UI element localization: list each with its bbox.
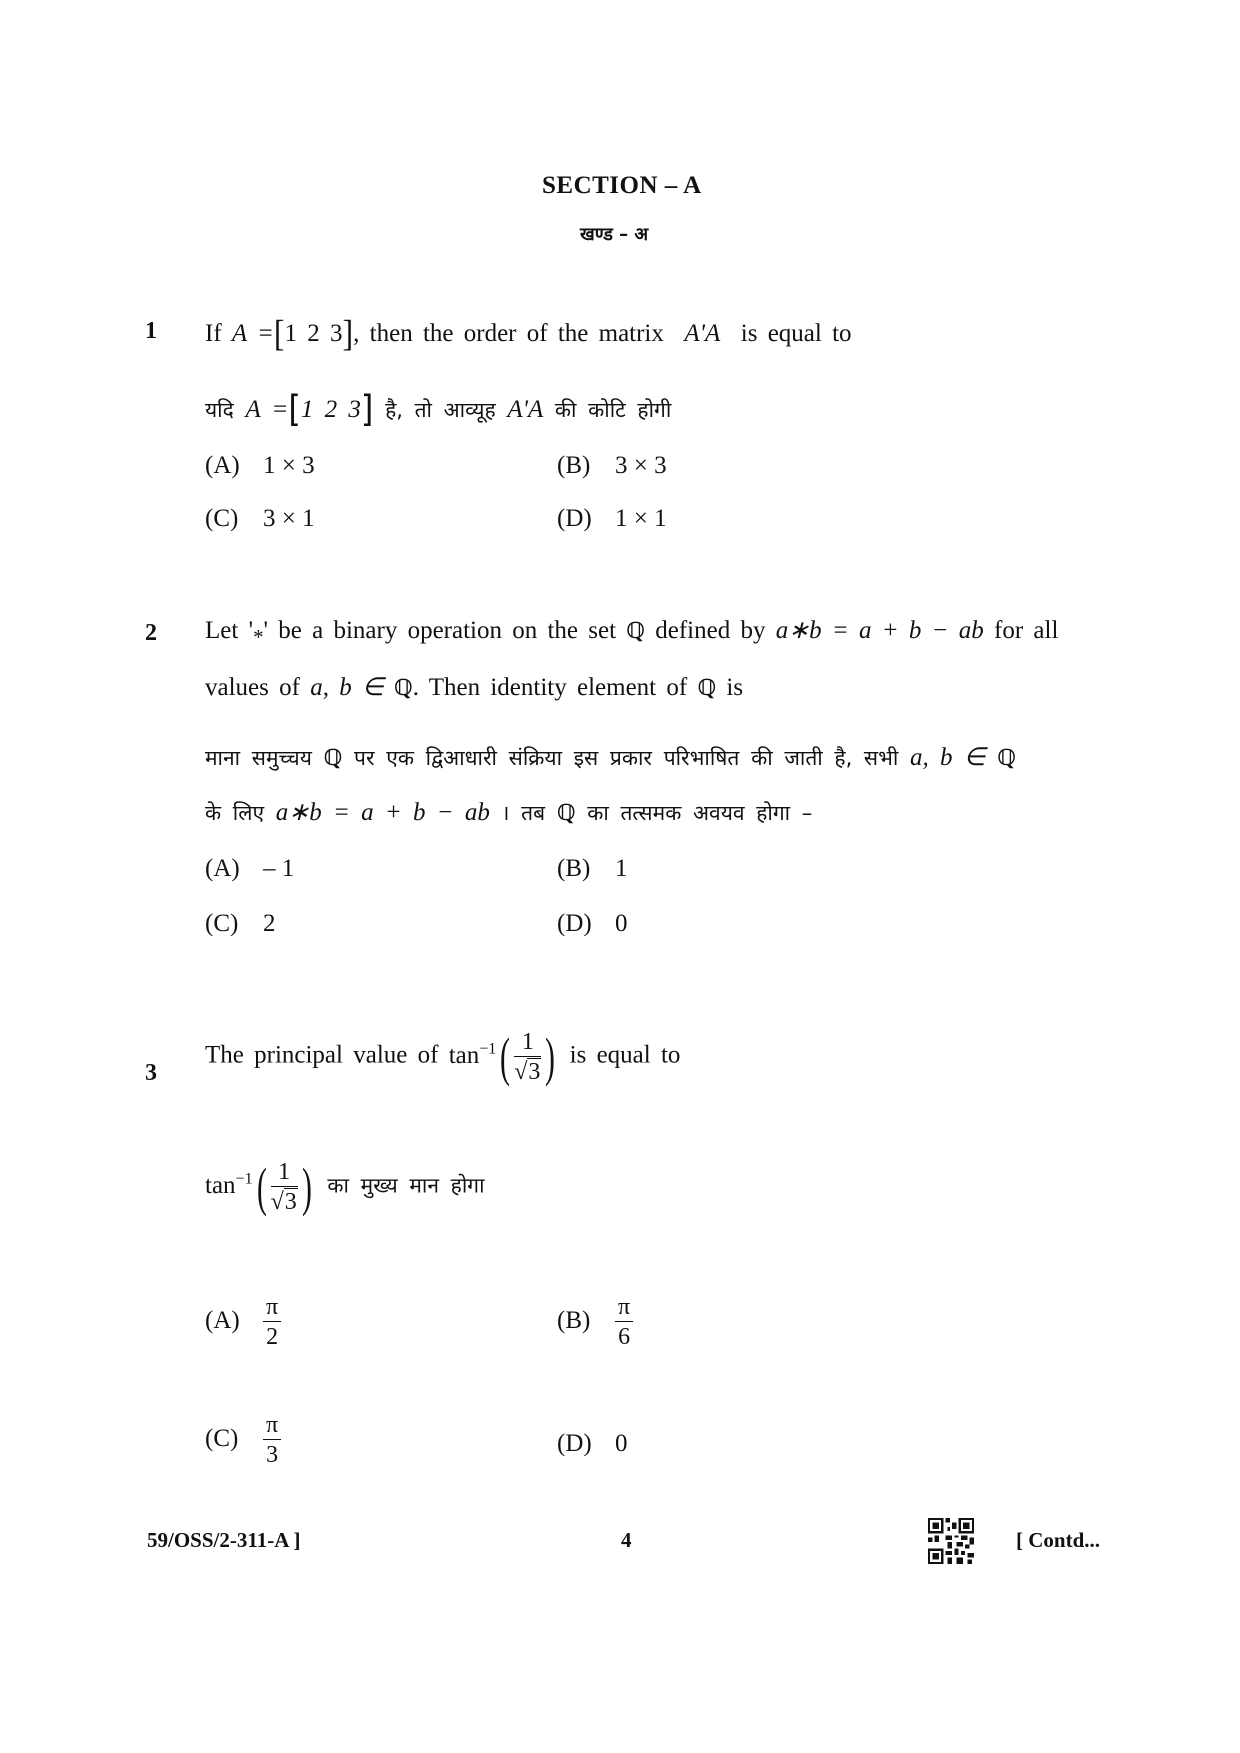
tan-inverse-expression-hi: $\tan^{-1}$( $\frac{1}{√3}$ )	[205, 1157, 312, 1217]
section-title: SECTION – A	[542, 172, 702, 199]
question-2-option-d[interactable]: (D) 0	[557, 910, 628, 937]
question-1-number: 1	[145, 318, 157, 344]
question-1-option-a[interactable]: (A) 1 × 3	[205, 452, 315, 479]
question-1-text-hi: यदि A =[1 2 3] है, तो आव्यूह A'A की कोटि होगी	[205, 387, 672, 431]
section-title-hindi: खण्ड – अ	[580, 224, 649, 245]
question-2-number: 2	[145, 620, 157, 646]
question-1-text-en: If A =[1 2 3], then the order of the matrix A'A is equal to	[205, 312, 852, 354]
question-3-option-b[interactable]: (B) $\frac{\pi}{6}$	[557, 1295, 633, 1349]
question-3-option-a[interactable]: (A) $\frac{\pi}{2}$	[205, 1295, 281, 1349]
question-2-text-en-line1: Let '$_*$' be a binary operation on the set ℚ defined by a∗b = a + b − ab for all	[205, 617, 1059, 649]
tan-inverse-expression: $\tan^{-1}$( $\frac{1}{√3}$ )	[448, 1027, 556, 1087]
question-3-text-hi: $\tan^{-1}$( $\frac{1}{√3}$ ) का मुख्य मान होगा	[205, 1157, 485, 1217]
qr-code-icon	[928, 1518, 974, 1569]
question-2-text-hi-line2: के लिए a∗b = a + b − ab । तब ℚ का तत्समक अवयव होगा –	[205, 799, 813, 826]
page-number: 4	[621, 1528, 632, 1552]
question-3-option-c[interactable]: (C) $\frac{\pi}{3}$	[205, 1413, 281, 1467]
question-2-option-c[interactable]: (C) 2	[205, 910, 276, 937]
question-3-number: 3	[145, 1060, 157, 1086]
question-3-text-en: The principal value of $\tan^{-1}$( $\frac{1}{√3}$ ) is equal to	[205, 1027, 681, 1087]
question-3-option-d[interactable]: (D) 0	[557, 1430, 628, 1457]
question-2-text-hi-line1: माना समुच्चय ℚ पर एक द्विआधारी संक्रिया इस प्रकार परिभाषित की जाती है, सभी a, b ∈ ℚ	[205, 744, 1016, 771]
question-1-option-c[interactable]: (C) 3 × 1	[205, 505, 315, 532]
paper-code: 59/OSS/2-311-A ]	[147, 1528, 301, 1552]
question-2-option-a[interactable]: (A) – 1	[205, 855, 295, 882]
question-1-option-b[interactable]: (B) 3 × 3	[557, 452, 667, 479]
question-1-option-d[interactable]: (D) 1 × 1	[557, 505, 667, 532]
continued-label: [ Contd...	[1016, 1528, 1101, 1552]
question-2-text-en-line2: values of a, b ∈ ℚ. Then identity element of ℚ is	[205, 674, 744, 701]
question-2-option-b[interactable]: (B) 1	[557, 855, 628, 882]
